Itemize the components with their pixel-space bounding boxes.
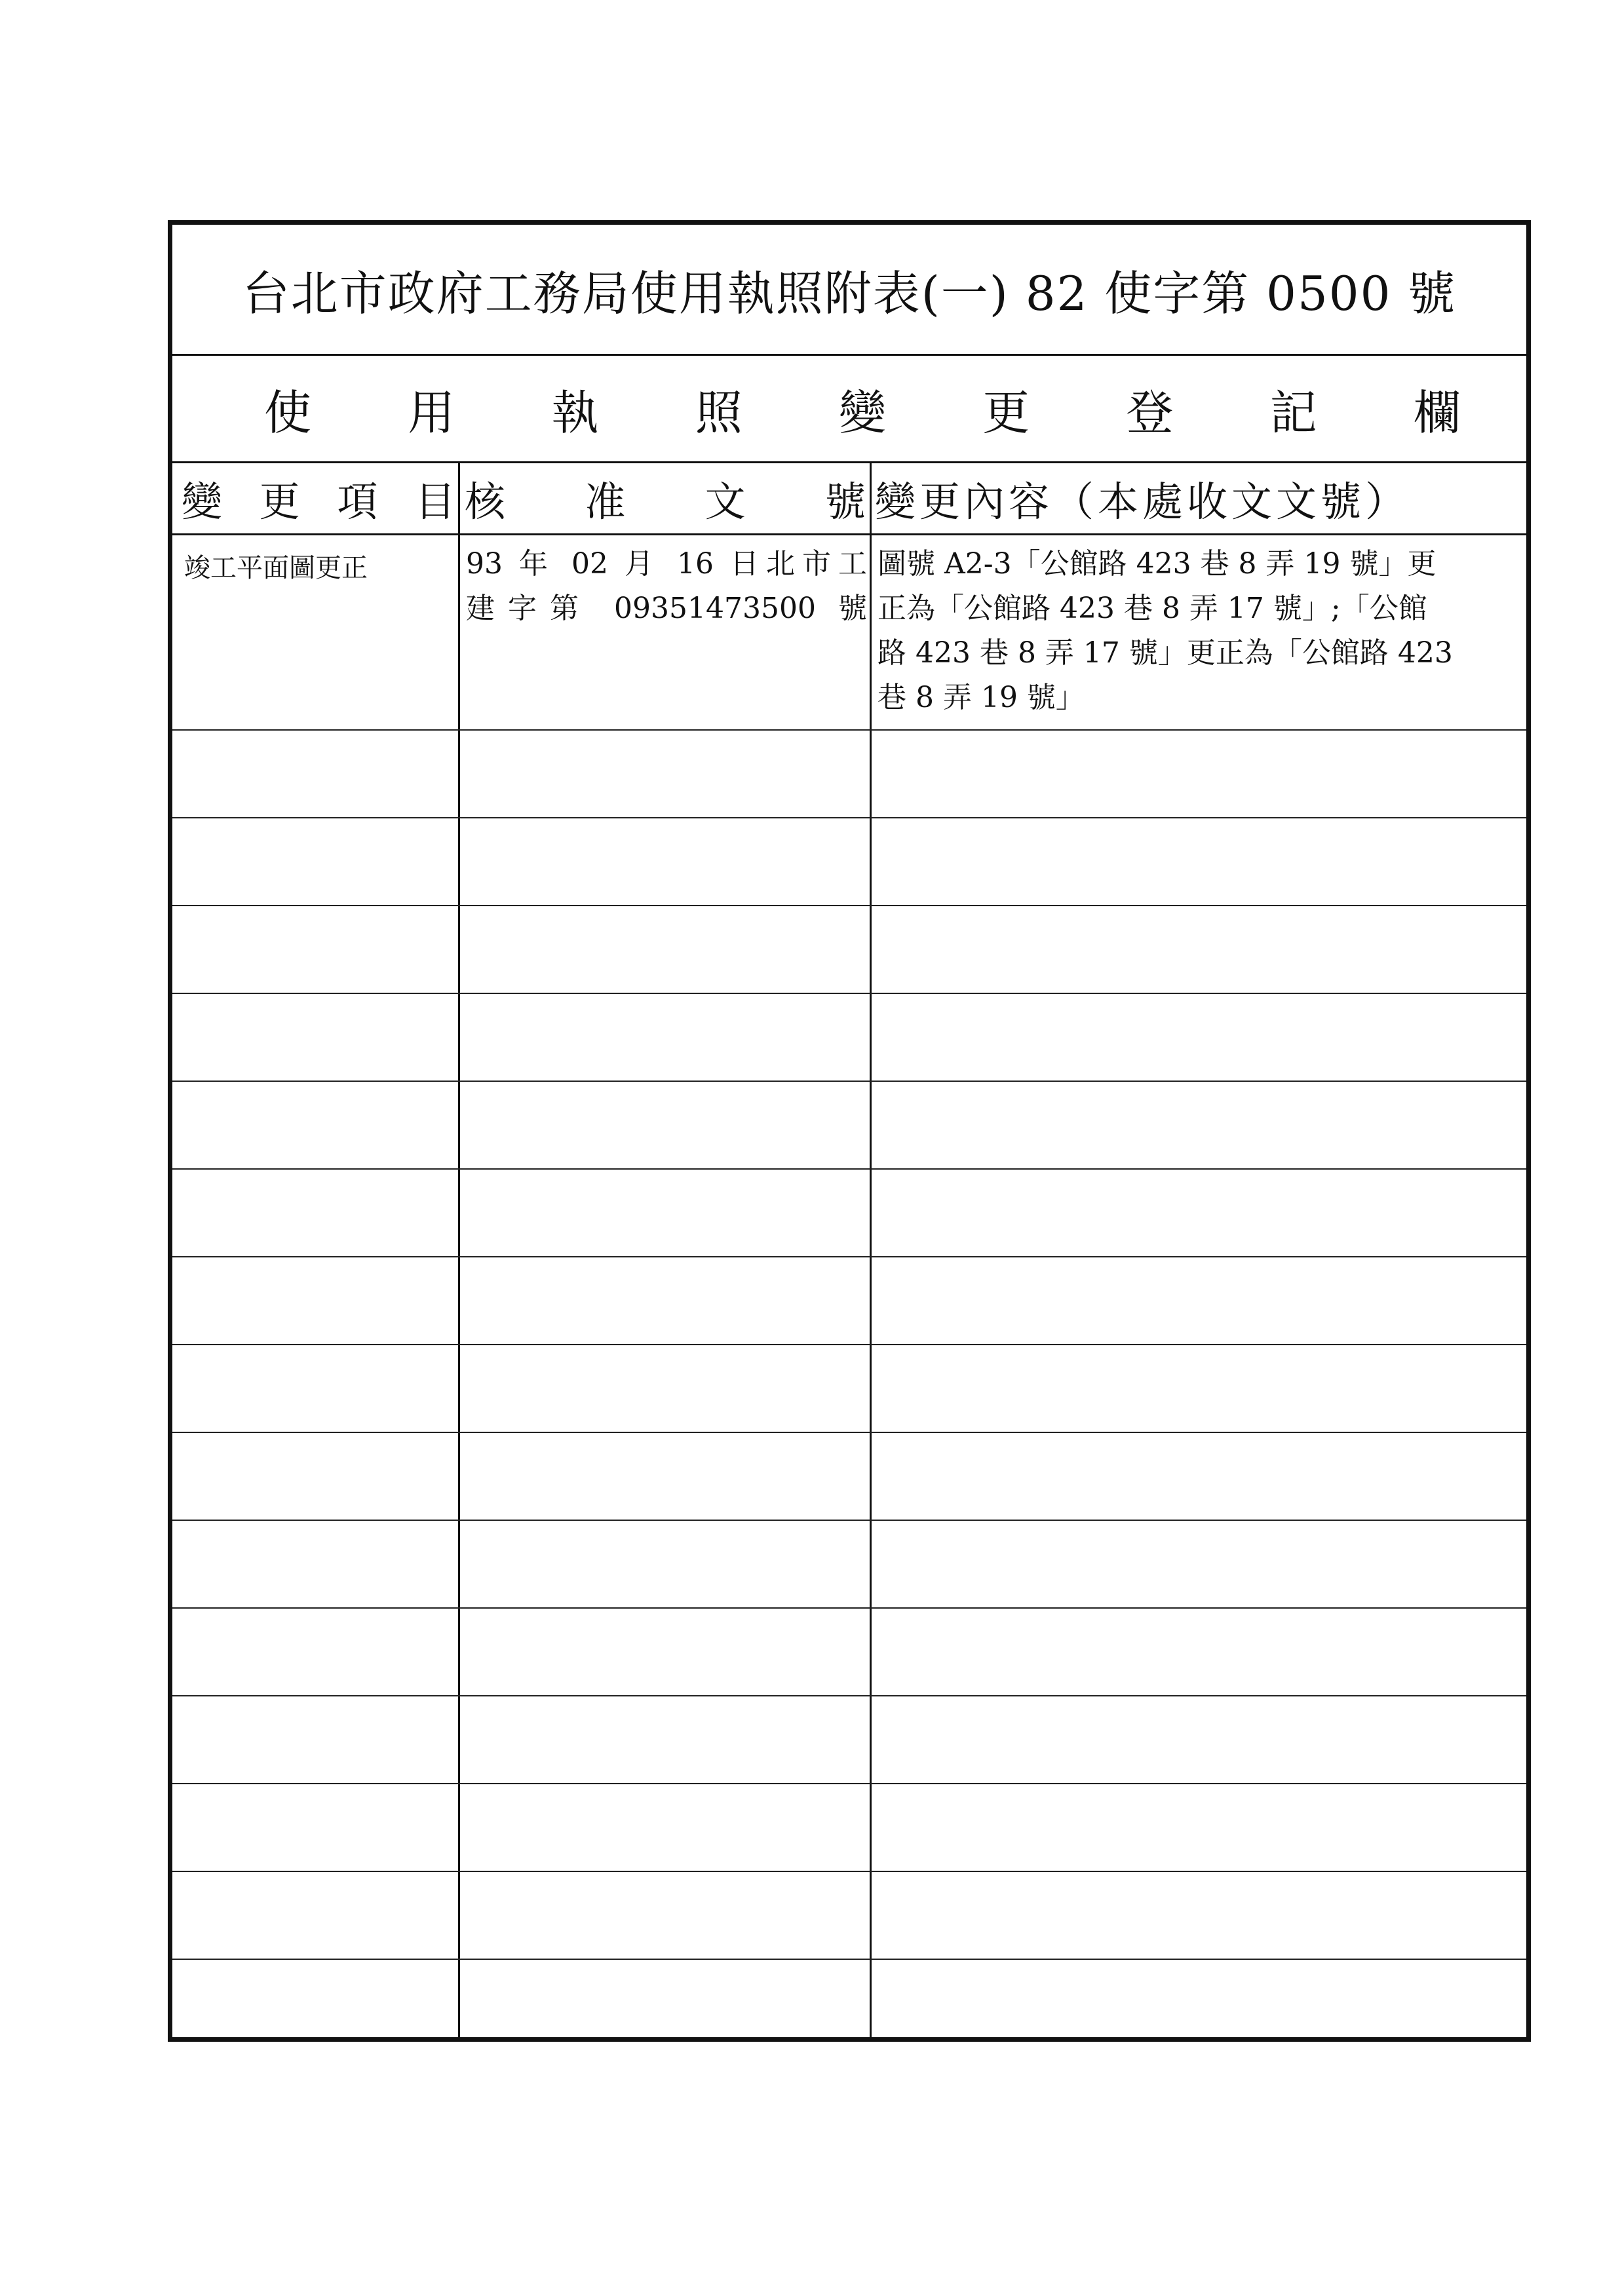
row-divider	[172, 1871, 1526, 1872]
row-divider	[172, 1783, 1526, 1784]
subtitle-char: 照	[695, 385, 742, 440]
subtitle-char: 使	[264, 385, 312, 440]
column-divider	[870, 463, 872, 2037]
entry-approval-line: 93 年 02 月 16 日北市工	[466, 547, 867, 581]
entry-content-line: 圖號 A2-3「公館路 423 巷 8 弄 19 號」更	[878, 547, 1437, 581]
header-char: 項	[337, 477, 378, 526]
entry-approval-line: 建字第 09351473500 號	[466, 592, 867, 625]
row-divider	[172, 1081, 1526, 1082]
entry-content-line: 巷 8 弄 19 號」	[878, 681, 1085, 714]
entry-content-line: 正為「公館路 423 巷 8 弄 17 號」;「公館	[878, 592, 1427, 625]
subtitle-char: 登	[1126, 385, 1174, 440]
header-approval-number	[465, 463, 867, 533]
header-char: 更	[259, 477, 300, 526]
header-change-content	[875, 463, 1530, 533]
row-divider	[172, 1344, 1526, 1345]
license-change-form	[168, 220, 1531, 2042]
form-subtitle	[172, 356, 1526, 463]
header-char: 核	[465, 477, 506, 526]
column-divider	[458, 463, 460, 2037]
header-text: 變更內容（本處收文文號）	[875, 477, 1410, 526]
subtitle-char: 執	[551, 385, 599, 440]
row-divider	[172, 905, 1526, 906]
row-divider	[172, 993, 1526, 994]
header-char: 號	[824, 477, 866, 526]
entry-approval-number	[466, 542, 867, 631]
row-divider	[172, 1520, 1526, 1521]
subtitle-char: 更	[982, 385, 1030, 440]
subtitle-char: 欄	[1413, 385, 1461, 440]
row-divider	[172, 1168, 1526, 1170]
subtitle-char: 用	[408, 385, 455, 440]
header-char: 變	[182, 477, 223, 526]
row-divider	[172, 1256, 1526, 1257]
header-change-item	[182, 463, 455, 533]
row-divider	[172, 1959, 1526, 1960]
table-header-row	[172, 463, 1526, 535]
entry-change-content	[878, 542, 1526, 720]
row-divider	[172, 1695, 1526, 1696]
subtitle-char: 變	[838, 385, 886, 440]
header-char: 准	[585, 477, 626, 526]
row-divider	[172, 1432, 1526, 1433]
entry-change-item: 竣工平面圖更正	[184, 553, 368, 583]
row-divider	[172, 1607, 1526, 1609]
subtitle-char: 記	[1269, 385, 1317, 440]
row-divider	[172, 729, 1526, 731]
header-char: 文	[704, 477, 746, 526]
form-title: 台北市政府工務局使用執照附表(一) 82 使字第 0500 號	[172, 225, 1526, 356]
entry-content-line: 路 423 巷 8 弄 17 號」更正為「公館路 423	[878, 636, 1453, 670]
header-char: 目	[414, 477, 455, 526]
row-divider	[172, 817, 1526, 818]
